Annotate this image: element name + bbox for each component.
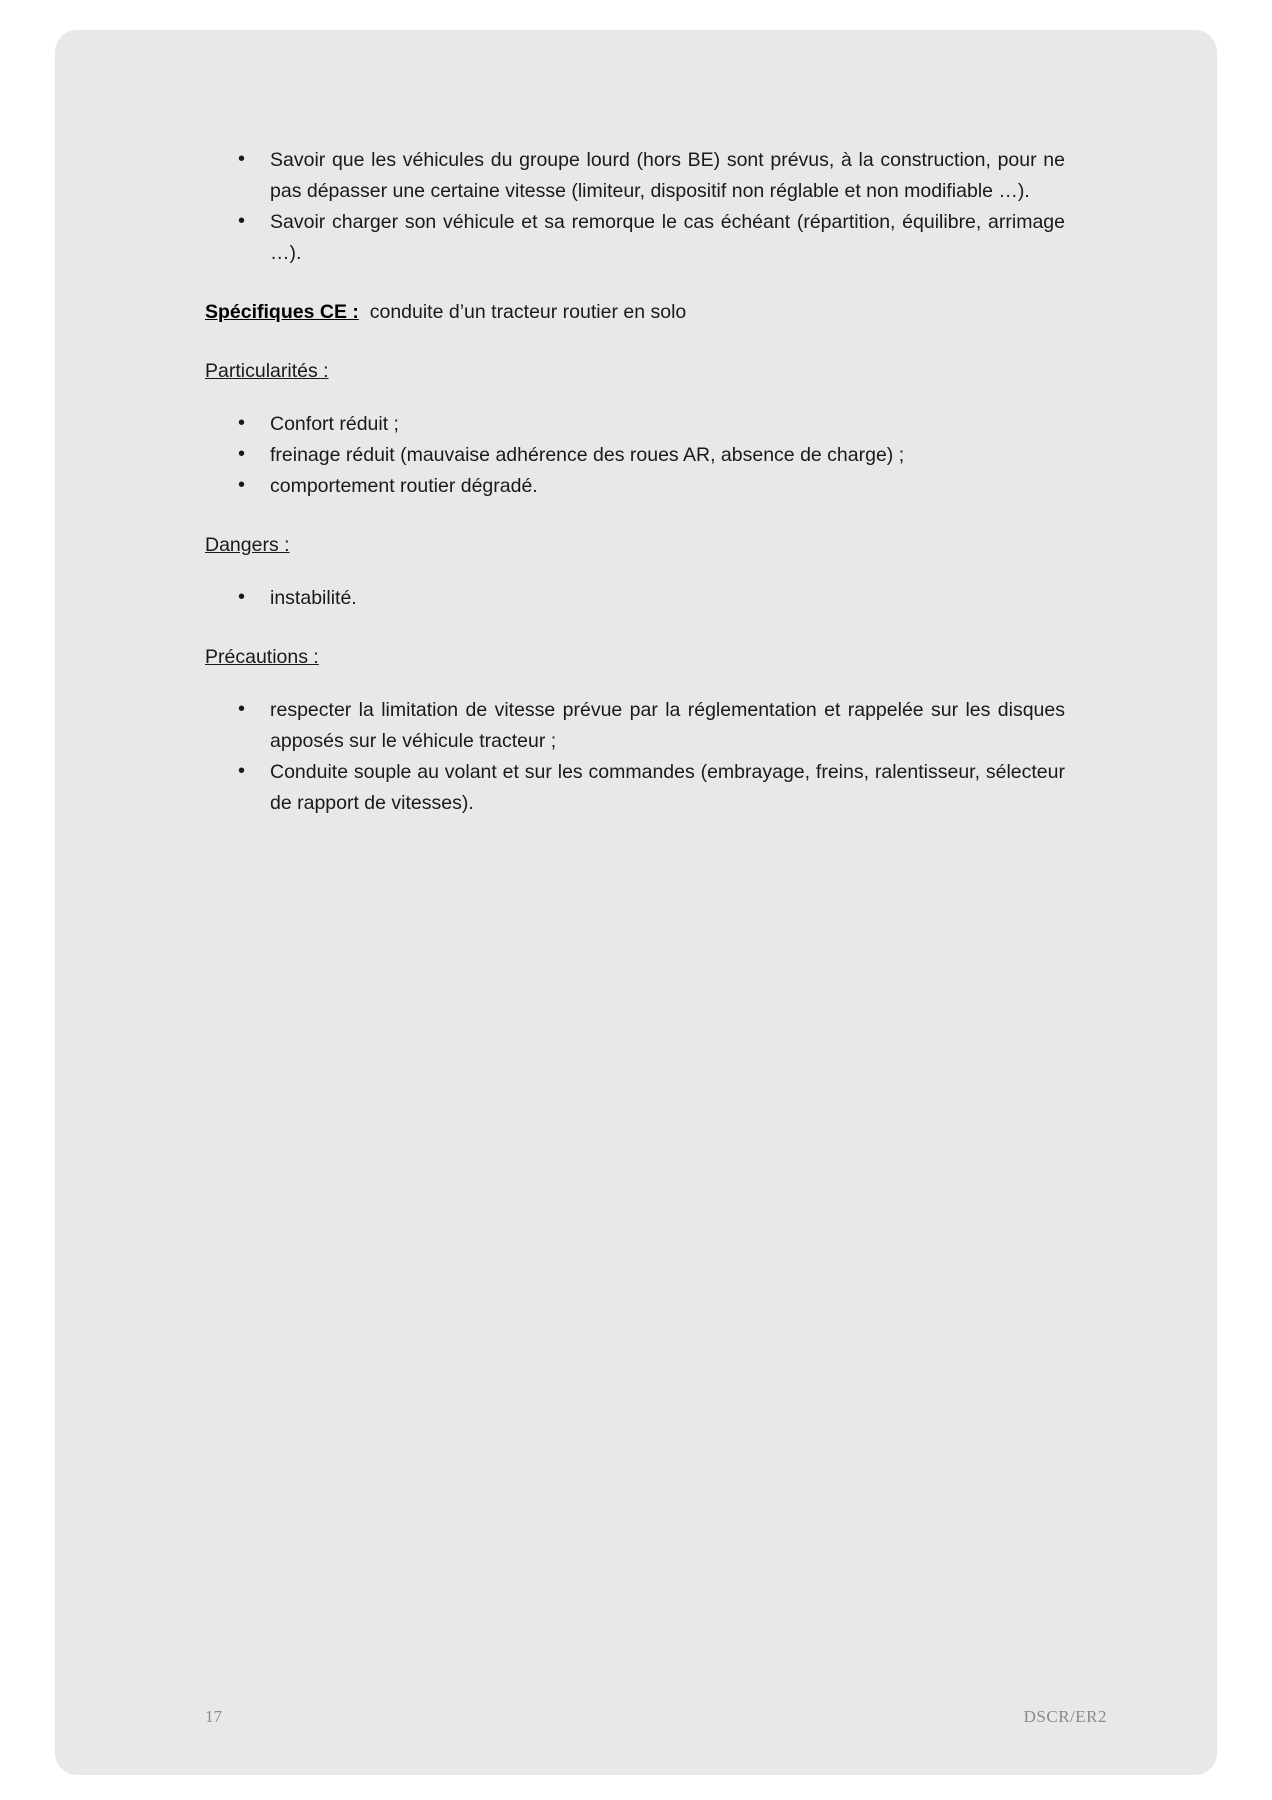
list-item: • instabilité. <box>205 583 1065 614</box>
spacer <box>205 614 1065 642</box>
spacer <box>205 328 1065 356</box>
list-item: • Savoir que les véhicules du groupe lourd (hors BE) sont prévus, à la construction, pour ne pas dépasser une certaine vitesse (limiteur, dispositif non réglable et non modifiable …). <box>205 145 1065 207</box>
document-page <box>55 30 1217 1775</box>
page-footer <box>205 1707 1107 1727</box>
precautions-heading: Précautions : <box>205 646 319 668</box>
page-number: 17 <box>205 1707 222 1726</box>
particularites-list <box>205 409 1065 502</box>
spacer <box>205 269 1065 297</box>
particularites-heading: Particularités : <box>205 360 329 382</box>
dangers-list <box>205 583 1065 614</box>
footer-reference: DSCR/ER2 <box>1023 1707 1107 1726</box>
list-item: • respecter la limitation de vitesse prévue par la réglementation et rappelée sur les disques apposés sur le véhicule tracteur ; <box>205 695 1065 757</box>
precautions-list <box>205 695 1065 819</box>
page-content <box>205 145 1065 819</box>
list-item: • Conduite souple au volant et sur les commandes (embrayage, freins, ralentisseur, sélecteur de rapport de vitesses). <box>205 757 1065 819</box>
spacer <box>205 387 1065 409</box>
spacer <box>205 502 1065 530</box>
list-item: • comportement routier dégradé. <box>205 471 1065 502</box>
intro-bullet-list <box>205 145 1065 269</box>
specifiques-ce-paragraph <box>205 297 1065 328</box>
specifiques-ce-text: conduite d’un tracteur routier en solo <box>369 301 687 323</box>
specifiques-ce-heading: Spécifiques CE : <box>205 301 359 323</box>
spacer <box>205 561 1065 583</box>
dangers-heading: Dangers : <box>205 534 290 556</box>
list-item: • Confort réduit ; <box>205 409 1065 440</box>
spacer <box>205 673 1065 695</box>
list-item: • Savoir charger son véhicule et sa remorque le cas échéant (répartition, équilibre, arrimage …). <box>205 207 1065 269</box>
list-item: • freinage réduit (mauvaise adhérence des roues AR, absence de charge) ; <box>205 440 1065 471</box>
